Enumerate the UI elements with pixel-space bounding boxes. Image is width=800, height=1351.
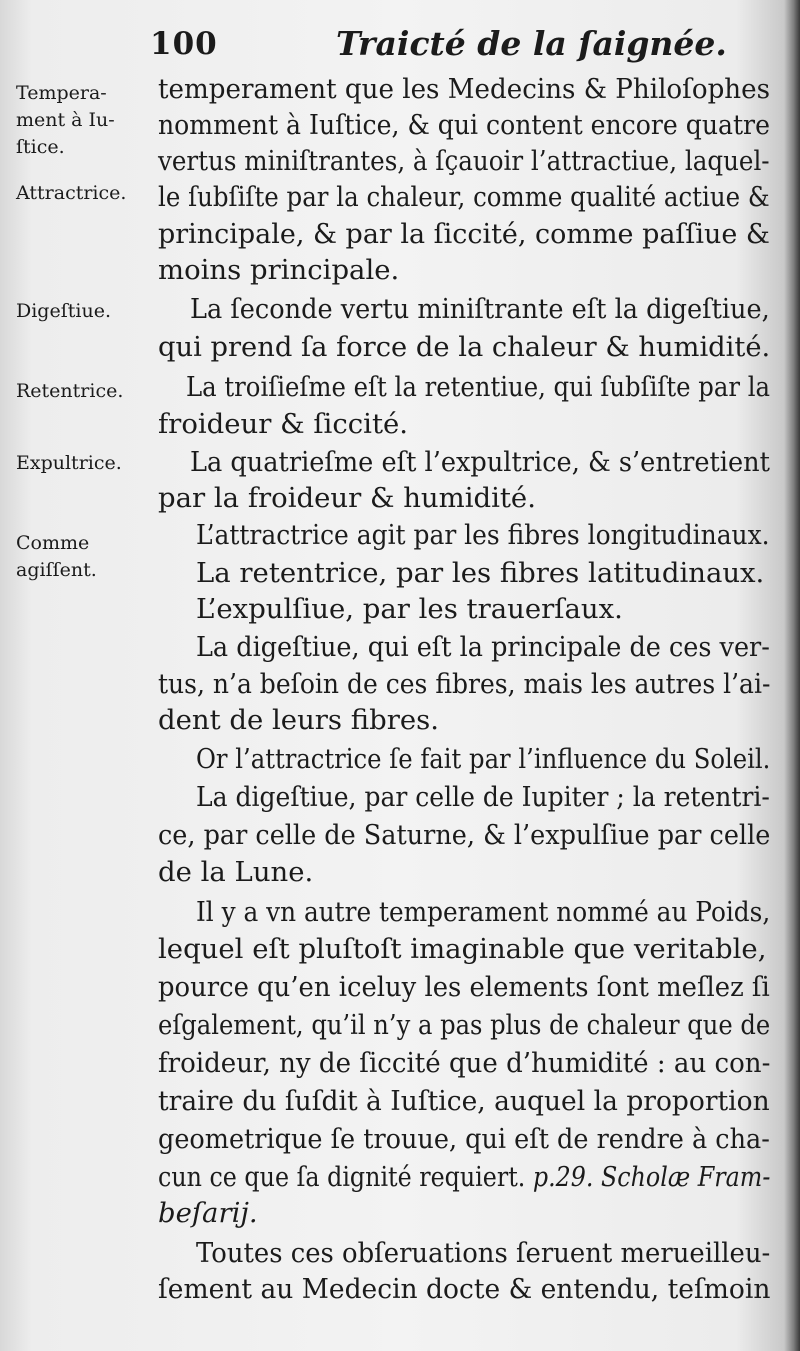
text-line: moins principale. <box>158 254 400 286</box>
text-line: La ſeconde vertu miniſtrante eſt la digeſtiue, <box>190 293 770 325</box>
citation-continuation: beſarij. <box>158 1197 258 1229</box>
margin-note-temperament: Tempera- ment à Iu- ſtice. <box>16 82 115 158</box>
text-line: Il y a vn autre temperament nommé au Poids, <box>196 896 771 928</box>
text-line: ſement au Medecin docte & entendu, teſmoin <box>158 1273 771 1305</box>
text-line: le ſubſiſte par la chaleur, comme qualité actiue & <box>158 181 770 213</box>
running-title: Traicté de la ſaignée. <box>336 24 727 63</box>
text-line: Toutes ces obſeruations ſeruent merueilleu- <box>196 1237 771 1269</box>
text-line: L’expulſiue, par les trauerſaux. <box>196 593 623 625</box>
text-line: par la froideur & humidité. <box>158 482 536 514</box>
page-number: 100 <box>150 26 218 62</box>
text-line: geometrique ſe trouue, qui eſt de rendre à cha- <box>158 1123 770 1155</box>
text-line: nomment à Iuſtice, & qui content encore quatre <box>158 109 770 141</box>
text-line: La digeſtiue, qui eſt la principale de ces ver- <box>196 631 770 663</box>
text-segment: cun ce que ſa dignité requiert. <box>158 1161 526 1193</box>
text-line: La digeſtiue, par celle de Iupiter ; la retentri- <box>196 781 770 813</box>
page-gutter-shadow <box>784 0 800 1351</box>
text-line: L’attractrice agit par les fibres longitudinaux. <box>196 519 770 551</box>
citation: p.29. Scholæ Fram- <box>532 1161 771 1193</box>
text-line: principale, & par la ſiccité, comme paſſiue & <box>158 218 770 250</box>
text-line: froideur & ſiccité. <box>158 408 409 440</box>
margin-note-expultrice: Expultrice. <box>16 452 122 474</box>
text-line: La retentrice, par les fibres latitudinaux. <box>196 557 765 589</box>
margin-note-retentrice: Retentrice. <box>16 380 124 402</box>
text-line: vertus miniſtrantes, à ſçauoir l’attractiue, laquel- <box>158 145 770 177</box>
text-line: La quatrieſme eſt l’expultrice, & s’entretient <box>190 446 770 478</box>
text-line: La troiſieſme eſt la retentiue, qui ſubſiſte par la <box>186 371 771 403</box>
margin-note-attractrice: Attractrice. <box>16 182 127 204</box>
margin-note-comme-agissent: Comme agiſſent. <box>16 532 97 581</box>
text-line <box>158 1160 770 1195</box>
margin-note-digestiue: Digeſtiue. <box>16 300 111 322</box>
text-line: eſgalement, qu’il n’y a pas plus de chaleur que de <box>158 1009 771 1041</box>
text-line: pource qu’en iceluy les elements ſont meſlez ſi <box>158 971 770 1003</box>
text-line: ce, par celle de Saturne, & l’expulſiue par celle <box>158 819 771 851</box>
text-line: qui prend ſa force de la chaleur & humidité. <box>158 331 771 363</box>
text-line: de la Lune. <box>158 856 314 888</box>
text-line: froideur, ny de ſiccité que d’humidité : au con- <box>158 1047 771 1079</box>
text-line: traire du ſuſdit à Iuſtice, auquel la proportion <box>158 1085 770 1117</box>
text-line: tus, n’a beſoin de ces fibres, mais les autres l’ai- <box>158 668 771 700</box>
text-line: lequel eſt pluſtoſt imaginable que veritable, <box>158 933 767 965</box>
text-line: Or l’attractrice ſe fait par l’influence du Soleil. <box>196 743 771 775</box>
text-line: temperament que les Medecins & Philoſophes <box>158 73 771 105</box>
page-header <box>150 24 770 68</box>
text-line: dent de leurs fibres. <box>158 704 440 736</box>
